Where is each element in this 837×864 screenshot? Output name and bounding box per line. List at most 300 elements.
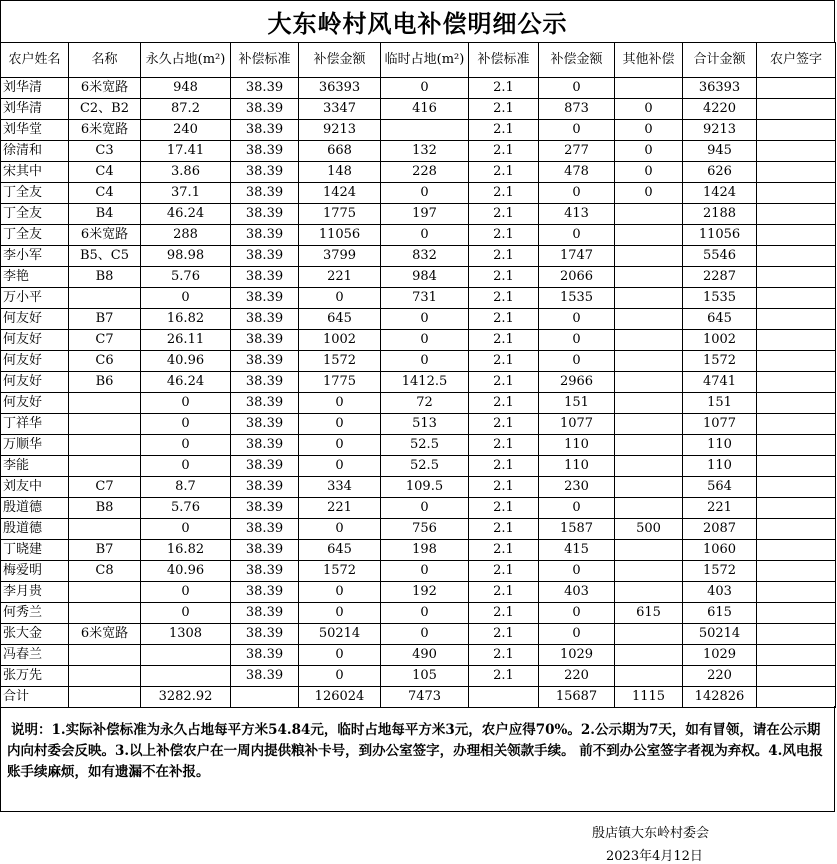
table-cell: 0 (381, 309, 469, 330)
table-cell: 228 (381, 162, 469, 183)
table-cell (757, 687, 836, 708)
table-cell: 何友好 (1, 351, 69, 372)
table-cell (69, 456, 141, 477)
table-cell (615, 351, 683, 372)
total-row (1, 687, 836, 708)
table-cell: 2.1 (469, 267, 539, 288)
table-cell: 230 (539, 477, 615, 498)
table-cell (69, 603, 141, 624)
table-cell: 2966 (539, 372, 615, 393)
table-cell: 9213 (683, 120, 757, 141)
table-cell: 221 (299, 267, 381, 288)
table-cell (757, 225, 836, 246)
table-cell: 0 (381, 330, 469, 351)
table-cell: 2087 (683, 519, 757, 540)
table-cell: 李小军 (1, 246, 69, 267)
table-cell: 1002 (683, 330, 757, 351)
table-cell: 0 (141, 435, 231, 456)
table-cell: B7 (69, 540, 141, 561)
table-cell: 0 (141, 288, 231, 309)
table-cell (757, 246, 836, 267)
table-cell: 198 (381, 540, 469, 561)
table-cell (615, 645, 683, 666)
table-cell: 2.1 (469, 246, 539, 267)
table-cell (141, 666, 231, 687)
table-cell: B7 (69, 309, 141, 330)
table-cell: 87.2 (141, 99, 231, 120)
table-cell: 1572 (299, 351, 381, 372)
table-cell: 万小平 (1, 288, 69, 309)
table-cell: 513 (381, 414, 469, 435)
table-cell: 142826 (683, 687, 757, 708)
table-cell: 38.39 (231, 540, 299, 561)
table-cell: 220 (683, 666, 757, 687)
table-cell: 11056 (683, 225, 757, 246)
table-cell: 宋其中 (1, 162, 69, 183)
table-row (1, 582, 836, 603)
table-cell: 李艳 (1, 267, 69, 288)
table-cell: 0 (141, 456, 231, 477)
table-cell (615, 204, 683, 225)
table-cell: 645 (299, 540, 381, 561)
table-cell: 731 (381, 288, 469, 309)
table-cell: 220 (539, 666, 615, 687)
table-cell (615, 267, 683, 288)
table-row (1, 309, 836, 330)
table-cell: 11056 (299, 225, 381, 246)
table-cell: 0 (539, 561, 615, 582)
table-cell: 2.1 (469, 582, 539, 603)
table-cell: 500 (615, 519, 683, 540)
table-cell (757, 330, 836, 351)
table-cell: 0 (381, 603, 469, 624)
table-cell: 38.39 (231, 246, 299, 267)
table-cell: 38.39 (231, 519, 299, 540)
table-cell (69, 666, 141, 687)
table-cell: 何友好 (1, 393, 69, 414)
table-cell (615, 225, 683, 246)
table-cell (757, 561, 836, 582)
table-row (1, 225, 836, 246)
table-cell (615, 78, 683, 99)
table-cell: 2066 (539, 267, 615, 288)
table-cell (469, 687, 539, 708)
table-cell (615, 666, 683, 687)
table-cell: 2.1 (469, 435, 539, 456)
table-cell: 2.1 (469, 540, 539, 561)
table-cell: 40.96 (141, 351, 231, 372)
table-cell: 5.76 (141, 498, 231, 519)
table-cell (69, 582, 141, 603)
table-cell: 1775 (299, 372, 381, 393)
table-cell: 52.5 (381, 435, 469, 456)
table-cell: 3799 (299, 246, 381, 267)
table-row (1, 645, 836, 666)
table-cell: 2188 (683, 204, 757, 225)
table-row (1, 477, 836, 498)
table-cell: B8 (69, 267, 141, 288)
table-cell: 0 (539, 624, 615, 645)
table-cell: 0 (141, 582, 231, 603)
table-cell: 何友好 (1, 330, 69, 351)
table-cell: 1077 (539, 414, 615, 435)
table-cell: 16.82 (141, 540, 231, 561)
table-cell: 0 (539, 225, 615, 246)
table-cell: 0 (615, 183, 683, 204)
table-cell: 2.1 (469, 309, 539, 330)
header-cell: 农户签字 (757, 43, 836, 78)
table-cell: 5.76 (141, 267, 231, 288)
table-cell: 38.39 (231, 120, 299, 141)
table-cell: 50214 (299, 624, 381, 645)
table-cell: 1060 (683, 540, 757, 561)
table-cell (757, 477, 836, 498)
table-cell: 1535 (683, 288, 757, 309)
table-cell: 4220 (683, 99, 757, 120)
table-cell: 626 (683, 162, 757, 183)
table-cell: 2287 (683, 267, 757, 288)
table-cell: B6 (69, 372, 141, 393)
table-cell: 110 (539, 456, 615, 477)
footer-organization: 殷店镇大东岭村委会 (592, 826, 710, 841)
table-cell: C7 (69, 477, 141, 498)
table-cell: 1308 (141, 624, 231, 645)
table-cell: 645 (299, 309, 381, 330)
table-cell: 张大金 (1, 624, 69, 645)
table-cell: 3.86 (141, 162, 231, 183)
table-cell: 36393 (299, 78, 381, 99)
table-cell: 948 (141, 78, 231, 99)
table-cell (69, 687, 141, 708)
table-cell: 197 (381, 204, 469, 225)
table-row (1, 120, 836, 141)
table-row (1, 330, 836, 351)
table-cell: 1424 (683, 183, 757, 204)
table-cell: 945 (683, 141, 757, 162)
table-cell (757, 162, 836, 183)
table-cell: 38.39 (231, 330, 299, 351)
table-cell: 403 (683, 582, 757, 603)
table-cell (757, 624, 836, 645)
table-cell (757, 519, 836, 540)
table-cell (69, 519, 141, 540)
table-cell: B5、C5 (69, 246, 141, 267)
table-cell: 151 (683, 393, 757, 414)
table-cell: 9213 (299, 120, 381, 141)
table-cell: 38.39 (231, 645, 299, 666)
table-cell: 刘友中 (1, 477, 69, 498)
table-cell: 2.1 (469, 99, 539, 120)
table-row (1, 519, 836, 540)
table-cell: 38.39 (231, 162, 299, 183)
header-row (1, 43, 836, 78)
table-row (1, 99, 836, 120)
table-cell: 丁全友 (1, 183, 69, 204)
table-cell: 334 (299, 477, 381, 498)
table-row (1, 414, 836, 435)
table-cell: 6米宽路 (69, 624, 141, 645)
table-row (1, 540, 836, 561)
table-cell: 0 (299, 603, 381, 624)
table-cell: 丁晓建 (1, 540, 69, 561)
table-cell: 1587 (539, 519, 615, 540)
table-cell (757, 603, 836, 624)
table-cell: 38.39 (231, 603, 299, 624)
table-cell: 36393 (683, 78, 757, 99)
table-cell: 0 (299, 519, 381, 540)
table-row (1, 498, 836, 519)
table-cell: 38.39 (231, 435, 299, 456)
table-cell: 合计 (1, 687, 69, 708)
table-cell (69, 288, 141, 309)
table-cell: C3 (69, 141, 141, 162)
table-cell: 1077 (683, 414, 757, 435)
header-cell: 农户姓名 (1, 43, 69, 78)
table-cell: 2.1 (469, 330, 539, 351)
table-cell: 刘华清 (1, 99, 69, 120)
table-row (1, 204, 836, 225)
table-cell: 615 (683, 603, 757, 624)
table-cell: 何友好 (1, 372, 69, 393)
table-cell: 126024 (299, 687, 381, 708)
table-cell: 2.1 (469, 645, 539, 666)
table-cell: 151 (539, 393, 615, 414)
table-cell (757, 204, 836, 225)
table-cell: 832 (381, 246, 469, 267)
table-cell: 徐清和 (1, 141, 69, 162)
table-cell: 415 (539, 540, 615, 561)
table-cell: 38.39 (231, 267, 299, 288)
table-cell (757, 267, 836, 288)
table-row (1, 351, 836, 372)
table-row (1, 624, 836, 645)
table-cell: 288 (141, 225, 231, 246)
table-cell: 46.24 (141, 372, 231, 393)
table-cell: C6 (69, 351, 141, 372)
header-cell: 补偿标准 (231, 43, 299, 78)
table-cell: 38.39 (231, 666, 299, 687)
table-cell: 38.39 (231, 288, 299, 309)
table-cell: 梅爱明 (1, 561, 69, 582)
table-cell: 110 (683, 456, 757, 477)
table-cell: 1775 (299, 204, 381, 225)
table-cell: 0 (141, 603, 231, 624)
table-cell: 38.39 (231, 78, 299, 99)
table-cell: 2.1 (469, 204, 539, 225)
table-cell: 38.39 (231, 141, 299, 162)
table-cell: 2.1 (469, 624, 539, 645)
table-cell: 5546 (683, 246, 757, 267)
table-cell: B4 (69, 204, 141, 225)
table-cell: 132 (381, 141, 469, 162)
compensation-table (0, 42, 836, 708)
header-cell: 永久占地(m²) (141, 43, 231, 78)
header-cell: 临时占地(m²) (381, 43, 469, 78)
table-cell: 38.39 (231, 225, 299, 246)
table-cell: 26.11 (141, 330, 231, 351)
table-cell: 0 (381, 624, 469, 645)
table-cell: 7473 (381, 687, 469, 708)
table-cell: 殷道德 (1, 519, 69, 540)
table-row (1, 183, 836, 204)
table-cell: 1535 (539, 288, 615, 309)
table-cell (141, 645, 231, 666)
table-cell: 何友好 (1, 309, 69, 330)
table-cell: 李能 (1, 456, 69, 477)
table-cell: 38.39 (231, 99, 299, 120)
table-cell: 148 (299, 162, 381, 183)
table-cell: 0 (381, 78, 469, 99)
table-cell (615, 372, 683, 393)
table-cell: 756 (381, 519, 469, 540)
table-cell: 277 (539, 141, 615, 162)
header-cell: 合计金额 (683, 43, 757, 78)
table-cell: 38.39 (231, 309, 299, 330)
table-cell: 564 (683, 477, 757, 498)
table-cell: 0 (299, 456, 381, 477)
table-row (1, 561, 836, 582)
table-cell (615, 414, 683, 435)
table-cell: 0 (299, 393, 381, 414)
table-cell: 38.39 (231, 351, 299, 372)
table-cell (231, 687, 299, 708)
table-cell: 8.7 (141, 477, 231, 498)
table-cell: 3282.92 (141, 687, 231, 708)
table-row (1, 666, 836, 687)
table-cell (757, 309, 836, 330)
table-cell: 1029 (539, 645, 615, 666)
table-cell (757, 456, 836, 477)
table-cell: 冯春兰 (1, 645, 69, 666)
table-cell: 2.1 (469, 603, 539, 624)
table-cell: 38.39 (231, 414, 299, 435)
table-cell (757, 372, 836, 393)
table-cell: 2.1 (469, 120, 539, 141)
table-row (1, 162, 836, 183)
table-cell: 2.1 (469, 141, 539, 162)
table-cell (615, 540, 683, 561)
table-cell: 1572 (299, 561, 381, 582)
table-cell: 1412.5 (381, 372, 469, 393)
table-cell (757, 645, 836, 666)
table-cell: C4 (69, 183, 141, 204)
table-cell (757, 99, 836, 120)
header-cell: 补偿标准 (469, 43, 539, 78)
table-cell: 刘华堂 (1, 120, 69, 141)
table-cell: 0 (539, 183, 615, 204)
table-cell (69, 435, 141, 456)
table-cell: 0 (381, 225, 469, 246)
table-cell: 张万先 (1, 666, 69, 687)
table-cell (757, 666, 836, 687)
table-cell (615, 330, 683, 351)
table-cell: 403 (539, 582, 615, 603)
table-cell: 2.1 (469, 372, 539, 393)
table-cell: 1572 (683, 351, 757, 372)
table-cell: 37.1 (141, 183, 231, 204)
table-cell: 1747 (539, 246, 615, 267)
table-cell: 38.39 (231, 477, 299, 498)
table-cell (615, 435, 683, 456)
table-cell: 15687 (539, 687, 615, 708)
table-cell: 0 (381, 498, 469, 519)
table-row (1, 246, 836, 267)
header-cell: 其他补偿 (615, 43, 683, 78)
table-cell: 0 (381, 183, 469, 204)
table-cell: 0 (539, 498, 615, 519)
table-cell: 0 (615, 162, 683, 183)
table-row (1, 267, 836, 288)
table-cell: 2.1 (469, 351, 539, 372)
table-cell: 221 (683, 498, 757, 519)
table-cell: B8 (69, 498, 141, 519)
table-cell: 416 (381, 99, 469, 120)
table-cell: 1029 (683, 645, 757, 666)
table-cell: 192 (381, 582, 469, 603)
table-cell: 2.1 (469, 78, 539, 99)
table-cell: 1115 (615, 687, 683, 708)
table-cell: 110 (683, 435, 757, 456)
table-cell: 1002 (299, 330, 381, 351)
table-cell: 0 (299, 645, 381, 666)
table-cell (615, 498, 683, 519)
table-cell: 17.41 (141, 141, 231, 162)
table-cell: C8 (69, 561, 141, 582)
table-cell: 98.98 (141, 246, 231, 267)
table-cell: 52.5 (381, 456, 469, 477)
table-cell: 丁祥华 (1, 414, 69, 435)
table-cell: 615 (615, 603, 683, 624)
table-cell (615, 561, 683, 582)
table-cell (69, 645, 141, 666)
table-cell: 0 (539, 78, 615, 99)
notes-text: 说明：1.实际补偿标准为永久占地每平方米54.84元，临时占地每平方米3元，农户应得70%。2.公示期为7天，如有冒领，请在公示期内向村委会反映。3.以上补偿农户在一周内提供粮补卡号，到办公室签字，办理相关领款手续。 前不到办公室签字者视为弃权。4.风电报账手续麻烦，如有遗漏不在补报。 (0, 706, 835, 812)
table-cell: 38.39 (231, 582, 299, 603)
table-cell: 0 (299, 288, 381, 309)
table-cell (757, 351, 836, 372)
table-cell: 0 (539, 603, 615, 624)
table-cell (615, 477, 683, 498)
header-cell: 补偿金额 (299, 43, 381, 78)
table-cell (757, 582, 836, 603)
table-cell: 丁全友 (1, 204, 69, 225)
table-cell: 0 (299, 414, 381, 435)
table-cell: 478 (539, 162, 615, 183)
table-row (1, 372, 836, 393)
table-cell: 110 (539, 435, 615, 456)
table-cell: 38.39 (231, 561, 299, 582)
table-cell: 3347 (299, 99, 381, 120)
table-cell (615, 393, 683, 414)
table-cell: 2.1 (469, 561, 539, 582)
table-cell: C7 (69, 330, 141, 351)
table-cell (757, 498, 836, 519)
table-cell: 0 (615, 120, 683, 141)
table-row (1, 456, 836, 477)
table-cell: 38.39 (231, 204, 299, 225)
table-row (1, 435, 836, 456)
table-cell: 2.1 (469, 414, 539, 435)
header-cell: 补偿金额 (539, 43, 615, 78)
table-cell (615, 246, 683, 267)
table-cell: 413 (539, 204, 615, 225)
table-cell: 4741 (683, 372, 757, 393)
table-cell: 0 (539, 330, 615, 351)
table-cell: 16.82 (141, 309, 231, 330)
table-cell: 0 (615, 99, 683, 120)
table-cell: 1572 (683, 561, 757, 582)
table-cell (757, 393, 836, 414)
